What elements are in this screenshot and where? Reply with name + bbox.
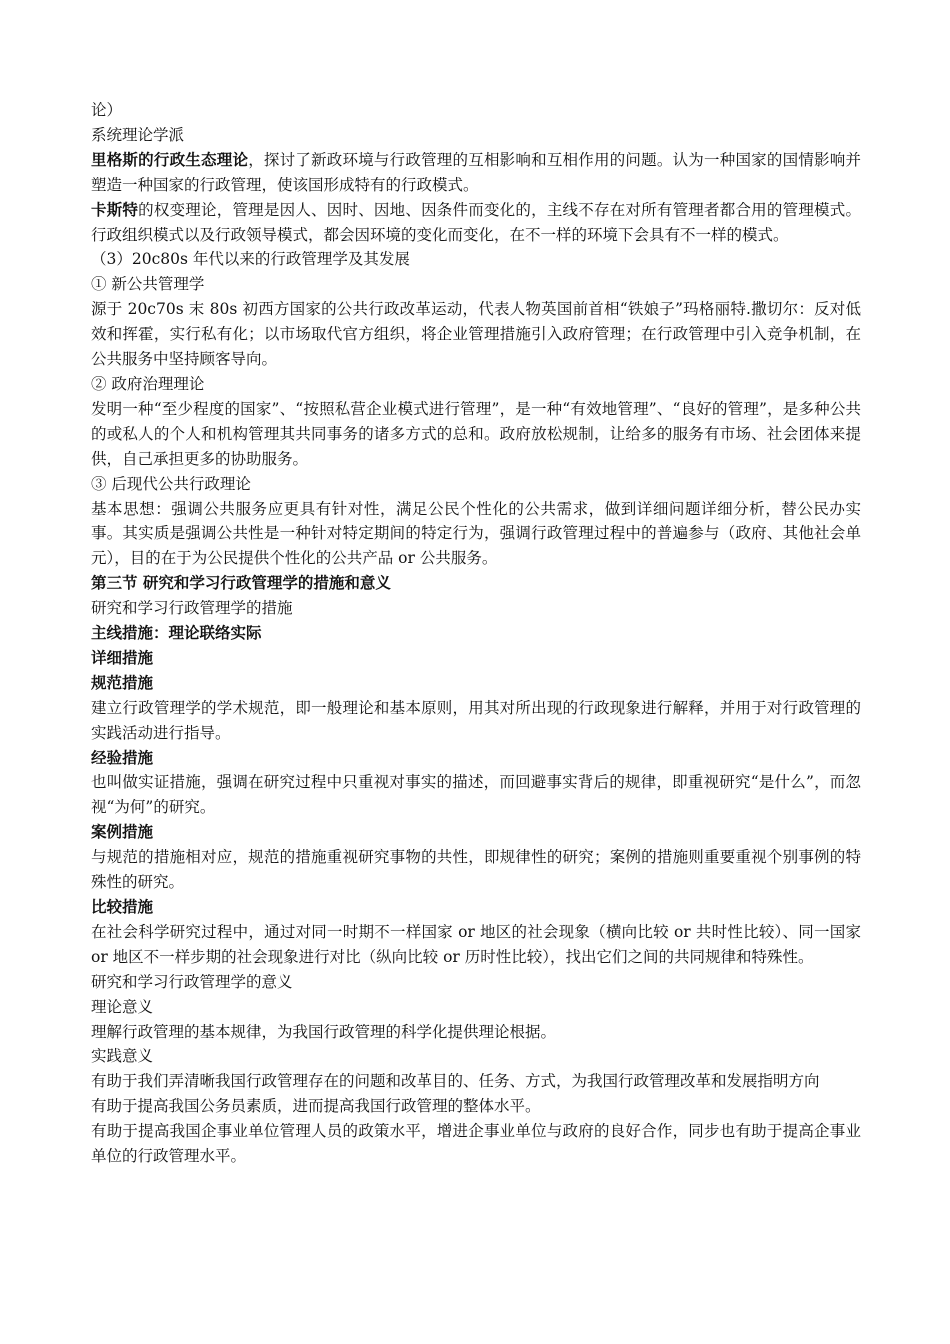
heading-systems-school: 系统理论学派 [91,125,185,144]
heading-methods: 研究和学习行政管理学的措施 [91,599,293,618]
paragraph-practice-1: 有助于我们弄清晰我国行政管理存在的问题和改革目的、任务、方式，为我国行政管理改革和发展指明方向 [91,1072,820,1091]
heading-empirical: 经验措施 [91,747,154,767]
paragraph-theory-significance: 理解行政管理的基本规律，为我国行政管理的科学化提供理论根据。 [91,1022,557,1041]
section-title: 第三节 研究和学习行政管理学的措施和意义 [91,573,391,593]
paragraph-practice-2: 有助于提高我国公务员素质，进而提高我国行政管理的整体水平。 [91,1097,541,1116]
paragraph-comparative: 在社会科学研究过程中，通过对同一时期不一样国家 or 地区的社会现象（横向比较 or 共时性比较）、同一国家 or 地区不一样步期的社会现象进行对比（纵向比较 or 历时性比较），找出它们之间的共同规律和特殊性。 [91,922,861,966]
paragraph-governance: 发明一种“至少程度的国家”、“按照私营企业模式进行管理”，是一种“有效地管理”、“良好的管理”，是多种公共的或私人的个人和机构管理其共同事务的诸多方式的总和。政府放松规制，让给多的服务有市场、社会团体来提供，自己承担更多的协助服务。 [91,399,861,468]
heading-significance: 研究和学习行政管理学的意义 [91,972,293,991]
paragraph-practice-3: 有助于提高我国企事业单位管理人员的政策水平，增进企事业单位与政府的良好合作，同步也有助于提高企事业单位的行政管理水平。 [91,1122,861,1166]
document-page [91,98,861,1169]
heading-detailed-methods: 详细措施 [91,647,154,667]
heading-governance: ② 政府治理理论 [91,374,205,393]
text-kast: 的权变理论，管理是因人、因时、因地、因条件而变化的，主线不存在对所有管理者都合用的管理模式。行政组织模式以及行政领导模式，都会因环境的变化而变化，在不一样的环境下会具有不一样的模式。 [91,200,861,244]
paragraph-kast [91,198,861,248]
heading-normative: 规范措施 [91,672,154,692]
paragraph-postmodern: 基本思想：强调公共服务应更具有针对性，满足公民个性化的公共需求，做到详细问题详细分析，替公民办实事。其实质是强调公共性是一种针对特定期间的特定行为，强调行政管理过程中的普遍参与（政府、其他社会单元），目的在于为公民提供个性化的公共产品 or 公共服务。 [91,499,861,568]
heading-npm: ① 新公共管理学 [91,275,205,294]
paragraph-riggs [91,148,861,198]
heading-comparative: 比较措施 [91,897,154,916]
heading-main-method: 主线措施：理论联络实际 [91,623,262,643]
paragraph-fragment: 论） [91,101,123,119]
term-riggs: 里格斯的行政生态理论 [91,149,249,169]
heading-postmodern: ③ 后现代公共行政理论 [91,474,251,493]
paragraph-npm: 源于 20c70s 末 80s 初西方国家的公共行政改革运动，代表人物英国前首相“铁娘子”玛格丽特.撒切尔：反对低效和挥霍，实行私有化；以市场取代官方组织，将企业管理措施引入政府管理；在行政管理中引入竞争机制，在公共服务中坚持顾客导向。 [91,300,861,369]
heading-case: 案例措施 [91,822,154,842]
heading-80s-development: （3）20c80s 年代以来的行政管理学及其发展 [91,250,410,269]
text-riggs: ，探讨了新政环境与行政管理的互相影响和互相作用的问题。认为一种国家的国情影响并塑造一种国家的行政管理，使该国形成特有的行政模式。 [91,150,861,194]
paragraph-case: 与规范的措施相对应，规范的措施重视研究事物的共性，即规律性的研究；案例的措施则重要重视个别事例的特殊性的研究。 [91,848,861,892]
heading-practice-significance: 实践意义 [91,1047,154,1066]
paragraph-normative: 建立行政管理学的学术规范，即一般理论和基本原则，用其对所出现的行政现象进行解释，并用于对行政管理的实践活动进行指导。 [91,698,861,742]
heading-theory-significance: 理论意义 [91,997,154,1016]
term-kast: 卡斯特 [91,199,139,219]
paragraph-empirical: 也叫做实证措施，强调在研究过程中只重视对事实的描述，而回避事实背后的规律，即重视研究“是什么”，而忽视“为何”的研究。 [91,773,861,817]
